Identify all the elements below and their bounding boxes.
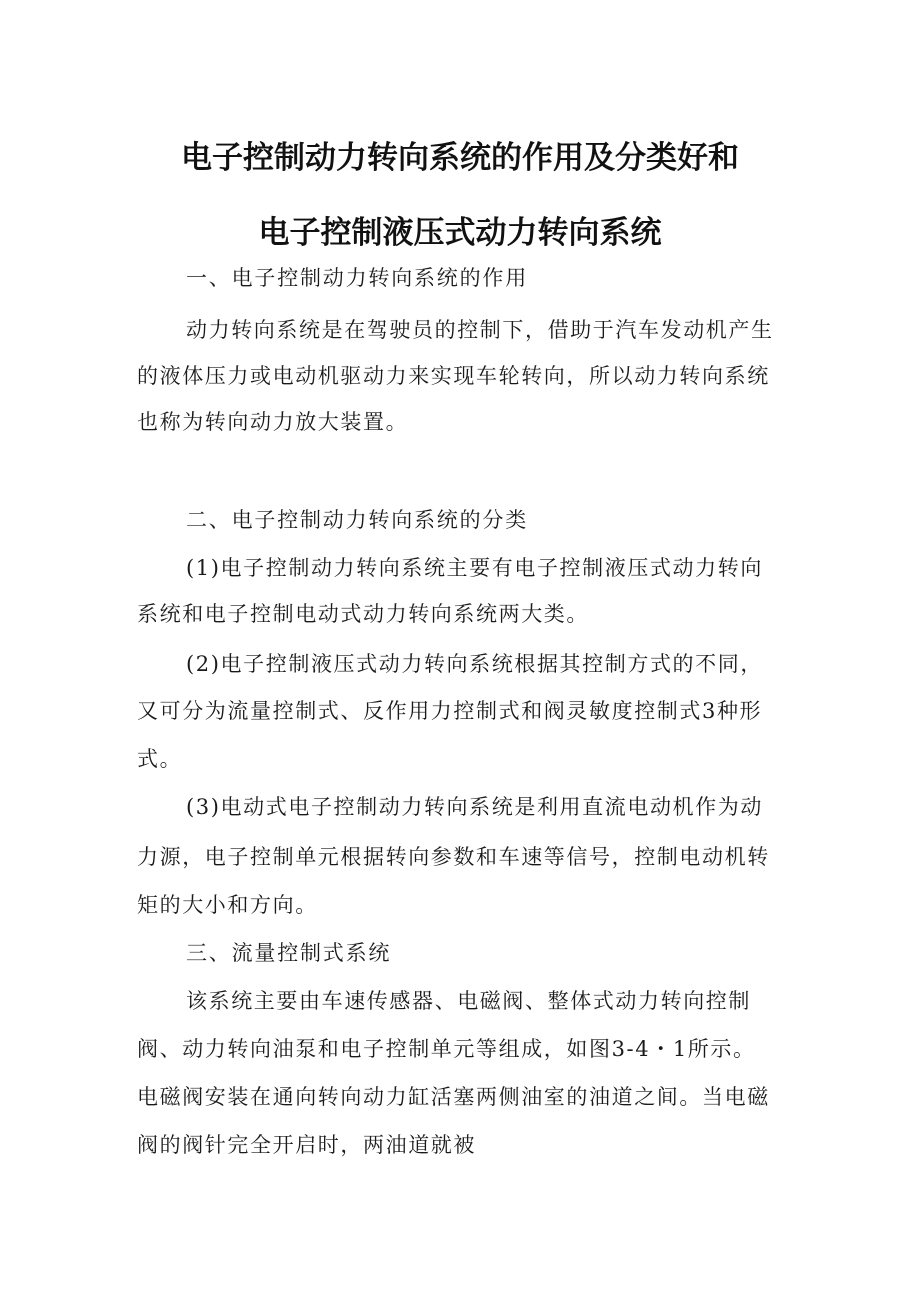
section-2-paragraph-2-line: (2)电子控制液压式动力转向系统根据其控制方式的不同， — [186, 652, 763, 676]
section-2-paragraph-3-line: 力源，电子控制单元根据转向参数和车速等信号，控制电动机转 — [137, 845, 770, 869]
section-2-paragraph-2-line: 又可分为流量控制式、反作用力控制式和阀灵敏度控制式3种形 — [137, 699, 763, 723]
section-1-paragraph-line: 动力转向系统是在驾驶员的控制下，借助于汽车发动机产生 — [186, 318, 774, 342]
section-3-heading: 三、流量控制式系统 — [186, 941, 392, 965]
section-2-paragraph-2-line: 式。 — [137, 747, 183, 771]
section-2-heading: 二、电子控制动力转向系统的分类 — [186, 508, 528, 532]
section-3-paragraph-line: 阀的阀针完全开启时，两油道就被 — [137, 1133, 476, 1157]
section-2-paragraph-1-line: 系统和电子控制电动式动力转向系统两大类。 — [137, 602, 589, 626]
section-1-heading: 一、电子控制动力转向系统的作用 — [186, 266, 528, 290]
section-2-paragraph-1-line: (1)电子控制动力转向系统主要有电子控制液压式动力转向 — [186, 556, 763, 580]
document-title-line-1: 电子控制动力转向系统的作用及分类好和 — [181, 140, 739, 176]
section-3-paragraph-line: 阀、动力转向油泵和电子控制单元等组成，如图3-4・1所示。 — [137, 1037, 756, 1061]
document-title-line-2: 电子控制液压式动力转向系统 — [258, 215, 662, 251]
section-3-paragraph-line: 该系统主要由车速传感器、电磁阀、整体式动力转向控制 — [186, 989, 751, 1013]
section-2-paragraph-3-line: 矩的大小和方向。 — [137, 893, 318, 917]
section-3-paragraph-line: 电磁阀安装在通向转向动力缸活塞两侧油室的油道之间。当电磁 — [137, 1085, 770, 1109]
section-1-paragraph-line: 也称为转向动力放大装置。 — [137, 410, 409, 434]
section-2-paragraph-3-line: (3)电动式电子控制动力转向系统是利用直流电动机作为动 — [186, 795, 763, 819]
section-1-paragraph-line: 的液体压力或电动机驱动力来实现车轮转向，所以动力转向系统 — [137, 364, 770, 388]
